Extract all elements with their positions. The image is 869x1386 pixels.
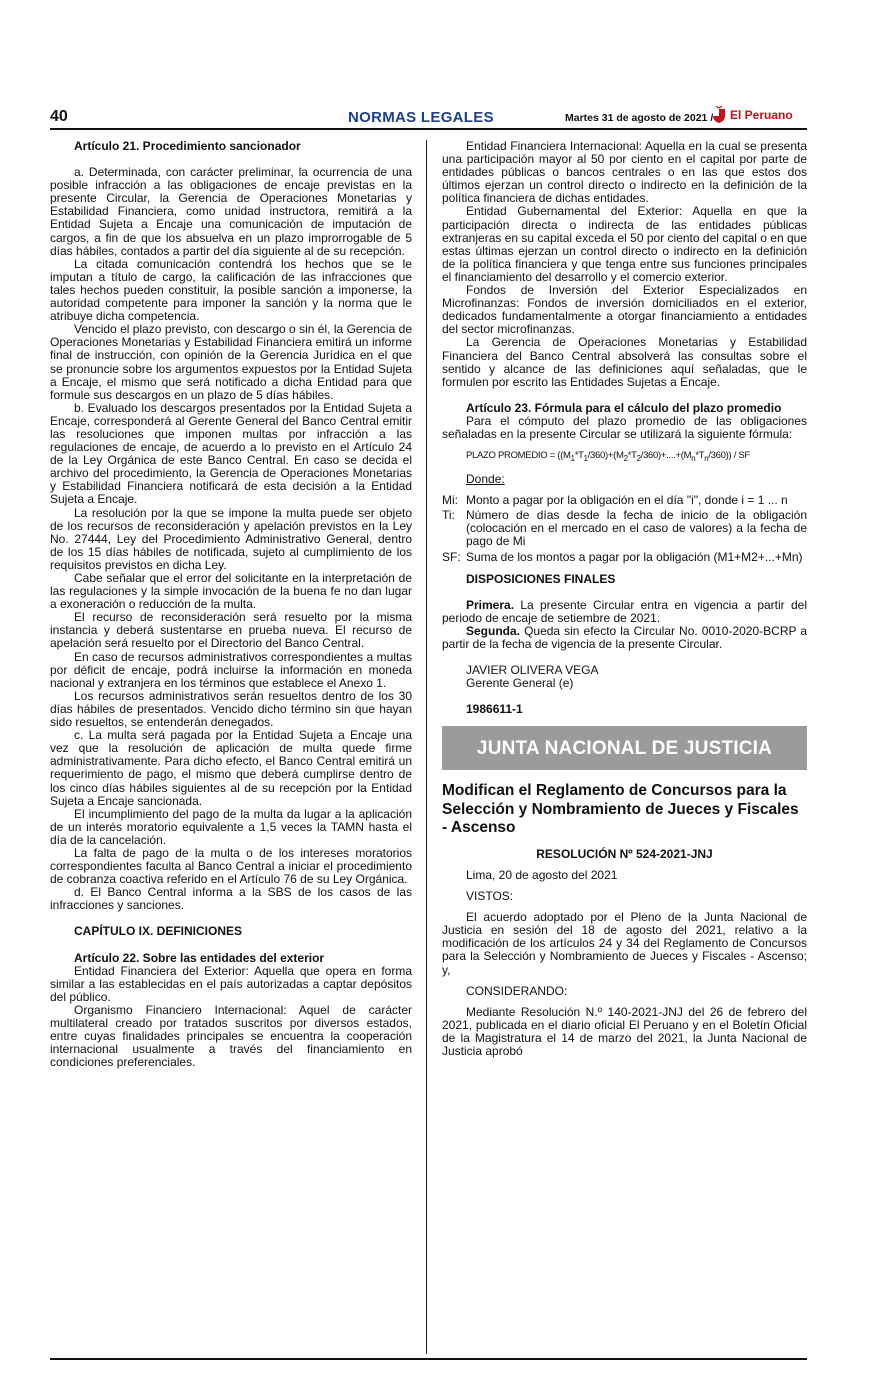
paragraph: Entidad Financiera Internacional: Aquella en la cual se presenta una participación mayor al 50 por ciento en el capital por parte de entidades públicas o bancos centrales o en las que estos dos últimos ejerzan un control directo o indirecto en la definición de la política financiera de dichas entidades. — [442, 139, 807, 206]
definition-text: Número de días desde la fecha de inicio de la obligación (colocación en el mercado en el caso de valores) a la fecha de pago de Mi — [466, 508, 807, 549]
definition-item — [442, 509, 807, 548]
right-column — [442, 140, 807, 1058]
footer-rule — [50, 1358, 807, 1360]
reference-number: 1986611-1 — [466, 702, 523, 717]
resolution-number: RESOLUCIÓN Nº 524-2021-JNJ — [536, 846, 713, 861]
paragraph: Entidad Gubernamental del Exterior: Aquella en que la participación directa o indirecta de las entidades públicas extranjeras en su capital exceda el 50 por ciento del capital o en que estas últimas ejerzan un control directo o indirecto en la definición de la política financiera y que tenga entre sus funciones principales el financiamiento del desarrollo y el comercio exterior. — [442, 204, 807, 284]
considerando-label: CONSIDERANDO: — [466, 983, 568, 998]
provision-first: Primera. La presente Circular entra en vigencia a partir del periodo de encaje de setiembre de 2021. — [442, 597, 807, 625]
article-22-title: Artículo 22. Sobre las entidades del exterior — [74, 950, 325, 965]
publication-date: Martes 31 de agosto de 2021 / — [565, 112, 714, 124]
paragraph: Para el cómputo del plazo promedio de las obligaciones señaladas en la presente Circular se utilizará la siguiente fórmula: — [442, 413, 807, 441]
section-band: JUNTA NACIONAL DE JUSTICIA — [442, 726, 807, 770]
definition-list — [442, 494, 807, 563]
logo-text: El Peruano — [730, 108, 793, 122]
publication-name: NORMAS LEGALES — [348, 109, 494, 126]
article-23-title: Artículo 23. Fórmula para el cálculo del plazo promedio — [466, 400, 782, 415]
definition-item — [442, 551, 807, 564]
paragraph: El acuerdo adoptado por el Pleno de la Junta Nacional de Justicia en sesión del 18 de agosto del 2021, relativo a la modificación de los artículos 24 y 34 del Reglamento de Concursos para la Selección y Nombramiento de Jueces y Fiscales - Ascenso; y, — [442, 910, 807, 977]
paragraph: Los recursos administrativos serán resueltos dentro de los 30 días hábiles de presentados. Vencido dicho término sin que hayan sido resueltos, se entenderán denegados. — [50, 688, 412, 730]
final-provisions-title: DISPOSICIONES FINALES — [466, 571, 616, 586]
chapter-title: CAPÍTULO IX. DEFINICIONES — [74, 924, 243, 939]
definition-text: Monto a pagar por la obligación en el día "i", donde i = 1 ... n — [466, 493, 788, 508]
column-divider — [426, 140, 427, 1354]
formula: PLAZO PROMEDIO = $((M_1*T_1/360)+(M_2*T_2/360)+....+(M_n*T_n/360))$ / SF — [466, 450, 750, 463]
paragraph: b. Evaluado los descargos presentados por la Entidad Sujeta a Encaje, corresponderá al Gerente General del Banco Central emitir las resoluciones que imponen multas por infracción a las regulaciones de encaje, de acuerdo a lo previsto en el Artículo 24 de la Ley Orgánica de este Banco Central. En caso se decida el archivo del procedimiento, la Gerencia de Operaciones Monetarias y Estabilidad Financiera notificará de esta decisión a la Entidad Sujeta a Encaje. — [50, 400, 412, 507]
donde-label: Donde: — [466, 472, 505, 487]
provision-second: Segunda. Queda sin efecto la Circular No. 0010-2020-BCRP a partir de la fecha de vigencia de la presente Circular. — [442, 623, 807, 651]
signer-role: Gerente General (e) — [466, 676, 574, 691]
article-21-title: Artículo 21. Procedimiento sancionador — [74, 139, 301, 153]
place-date: Lima, 20 de agosto del 2021 — [466, 867, 618, 882]
paragraph: Organismo Financiero Internacional: Aquel de carácter multilateral creado por tratados suscritos por diversos estados, entre cuyas finalidades principales se encuentra la cooperación internacional usualmente a través del financiamiento en condiciones preferenciales. — [50, 1002, 412, 1070]
signer-name: JAVIER OLIVERA VEGA — [466, 663, 599, 678]
paragraph: Mediante Resolución N.º 140-2021-JNJ del 26 de febrero del 2021, publicada en el diario oficial El Peruano y en el Boletín Oficial de la Magistratura el 14 de marzo del 2021, la Junta Nacional de Justicia aprobó — [442, 1004, 807, 1058]
resolution-headline: Modifican el Reglamento de Concursos para la Selección y Nombramiento de Jueces y Fiscales - Ascenso — [442, 782, 799, 837]
paragraph: a. Determinada, con carácter preliminar, la ocurrencia de una posible infracción a las obligaciones de encaje previstas en la presente Circular, la Gerencia de Operaciones Monetarias y Estabilidad Financiera, como unidad instructora, remitirá a la Entidad Sujeta a Encaje una comunicación de imputación de cargos, a fin de que los absuelva en un plazo improrrogable de 5 días hábiles, contados a partir del día siguiente al de su recepción. — [50, 165, 412, 258]
page-number: 40 — [50, 108, 68, 125]
left-column — [50, 140, 412, 1069]
paragraph: c. La multa será pagada por la Entidad Sujeta a Encaje una vez que la resolución de aplicación de multa quede firme administrativamente. Para dicho efecto, el Banco Central emitirá un requerimiento de pago, el mismo que deberá cumplirse dentro de los cinco días hábiles siguientes al de su recepción por la Entidad Sujeta a Encaje sancionada. — [50, 728, 412, 808]
paragraph: La Gerencia de Operaciones Monetarias y Estabilidad Financiera del Banco Central absolverá las consultas sobre el sentido y alcance de las definiciones aquí señaladas, que le formulen por escrito las Entidades Sujetas a Encaje. — [442, 335, 807, 389]
vistos-label: VISTOS: — [466, 889, 514, 904]
paragraph: La resolución por la que se impone la multa puede ser objeto de los recursos de reconsideración y apelación previstos en la Ley No. 27444, Ley del Procedimiento Administrativo General, dentro de los 15 días hábiles de notificada, sujeto al cumplimiento de los requisitos previstos en dicha Ley. — [50, 505, 412, 572]
paragraph: El incumplimiento del pago de la multa da lugar a la aplicación de un interés moratorio equivalente a 1,5 veces la TAMN hasta el día de la cancelación. — [50, 806, 412, 847]
definition-term: Mi: — [442, 493, 458, 508]
paragraph: La falta de pago de la multa o de los intereses moratorios correspondientes faculta al Banco Central a iniciar el procedimiento de cobranza coactiva referido en el Artículo 76 de su Ley Orgánica. — [50, 845, 412, 887]
coat-of-arms-icon — [712, 106, 726, 124]
paragraph: En caso de recursos administrativos correspondientes a multas por déficit de encaje, podrá incluirse la información en moneda nacional y extranjera en los términos que establece el Anexo 1. — [50, 649, 412, 690]
paragraph: Cabe señalar que el error del solicitante en la interpretación de las regulaciones y la simple invocación de la buena fe no dan lugar a exoneración o reducción de la multa. — [50, 571, 412, 612]
paragraph: d. El Banco Central informa a la SBS de los casos de las infracciones y sanciones. — [50, 885, 412, 913]
header-rule — [50, 128, 807, 130]
definition-text: Suma de los montos a pagar por la obligación (M1+M2+...+Mn) — [466, 549, 803, 564]
paragraph: Vencido el plazo previsto, con descargo o sin él, la Gerencia de Operaciones Monetarias y Estabilidad Financiera emitirá un informe final de instrucción, con opinión de la Gerencia Jurídica en el que se pronuncie sobre los argumentos expuestos por la Entidad Sujeta a Encaje, el mismo que será notificado a dicha Entidad para que formule sus descargos en un plazo de 5 días hábiles. — [50, 322, 412, 402]
paragraph: La citada comunicación contendrá los hechos que se le imputan a título de cargo, la calificación de las infracciones que tales hechos pueden constituir, la posible sanción a imponerse, la autoridad competente para imponer la sanción y la norma que le atribuye dicha competencia. — [50, 256, 412, 324]
el-peruano-logo — [712, 106, 793, 124]
paragraph: Entidad Financiera del Exterior: Aquella que opera en forma similar a las establecidas en el país autorizadas a captar depósitos del público. — [50, 963, 412, 1004]
paragraph: El recurso de reconsideración será resuelto por la misma instancia y deberá sustentarse en prueba nueva. El recurso de apelación será resuelto por el Directorio del Banco Central. — [50, 610, 412, 651]
paragraph: Fondos de Inversión del Exterior Especializados en Microfinanzas: Fondos de inversión domiciliados en el exterior, dedicados fundamentalmente a otorgar financiamiento a entidades del sector microfinanzas. — [442, 283, 807, 337]
definition-term: Ti: — [442, 508, 455, 523]
definition-item — [442, 494, 807, 507]
definition-term: SF: — [442, 549, 461, 564]
